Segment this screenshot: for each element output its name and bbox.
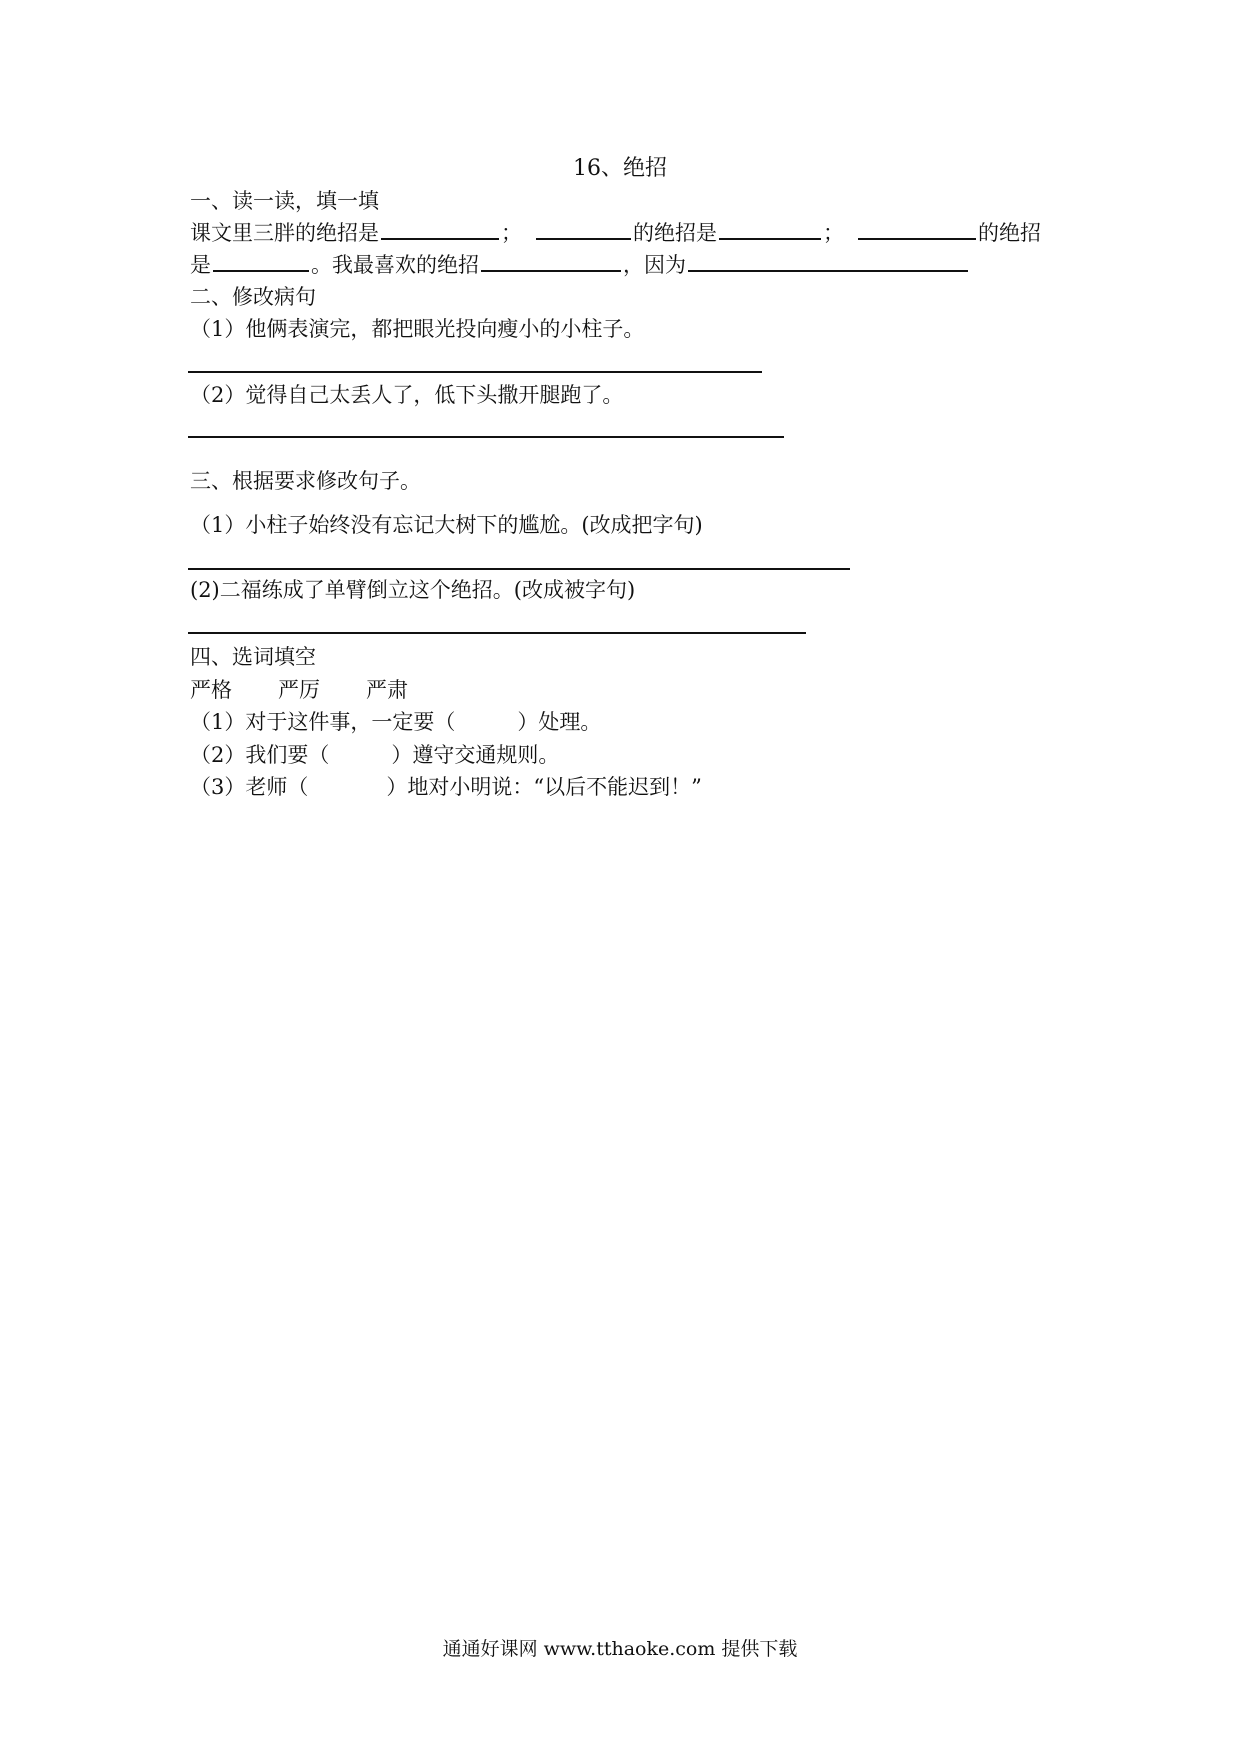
section4-heading: 四、选词填空 (190, 645, 316, 669)
answer-line[interactable] (188, 632, 806, 634)
section2-question1: （1）他俩表演完，都把眼光投向瘦小的小柱子。 (190, 317, 645, 341)
fill-blank[interactable] (213, 248, 309, 272)
fill-blank[interactable] (481, 248, 621, 272)
section1-text: 课文里三胖的绝招是 (190, 221, 379, 245)
question-text: ）处理。 (517, 710, 602, 734)
word-option: 严厉 (278, 678, 320, 702)
answer-line[interactable] (188, 568, 850, 570)
section1-line2 (190, 248, 970, 280)
fill-blank[interactable] (536, 216, 631, 240)
section1-text: ； (823, 221, 844, 245)
question-text: （1）对于这件事，一定要（ (190, 710, 456, 734)
footer-source: 通通好课网 www.tthaoke.com 提供下载 (442, 1638, 798, 1660)
fill-blank[interactable] (381, 216, 499, 240)
section4-question3 (190, 772, 702, 802)
question-text: （2）我们要（ (190, 743, 330, 767)
section1-text: 。我最喜欢的绝招 (311, 253, 479, 277)
fill-blank[interactable] (858, 216, 976, 240)
question-text: ）遵守交通规则。 (391, 743, 560, 767)
word-options (190, 675, 408, 705)
section3-question2: (2)二福练成了单臂倒立这个绝招。(改成被字句) (190, 578, 636, 602)
word-option: 严肃 (366, 678, 408, 702)
section1-text: 的绝招 (978, 221, 1041, 245)
section1-line1 (190, 216, 1041, 248)
section2-question2: （2）觉得自己太丢人了，低下头撒开腿跑了。 (190, 383, 624, 407)
word-option: 严格 (190, 678, 232, 702)
section4-question1 (190, 707, 601, 737)
question-text: （3）老师（ (190, 775, 309, 799)
section2-heading: 二、修改病句 (190, 285, 316, 309)
question-text: ）地对小明说：“以后不能迟到！” (386, 775, 702, 799)
section3-question1: （1）小柱子始终没有忘记大树下的尴尬。(改成把字句) (190, 513, 703, 537)
section1-text: 是 (190, 253, 211, 277)
section1-text: ，因为 (623, 253, 686, 277)
fill-blank[interactable] (688, 248, 968, 272)
section4-question2 (190, 740, 559, 770)
section3-heading: 三、根据要求修改句子。 (190, 469, 421, 493)
answer-line[interactable] (188, 371, 762, 373)
worksheet-title: 16、绝招 (573, 156, 667, 181)
section1-heading: 一、读一读，填一填 (190, 189, 379, 213)
section1-text: ； (501, 221, 522, 245)
fill-blank[interactable] (719, 216, 821, 240)
answer-line[interactable] (188, 436, 784, 438)
section1-text: 的绝招是 (633, 221, 717, 245)
